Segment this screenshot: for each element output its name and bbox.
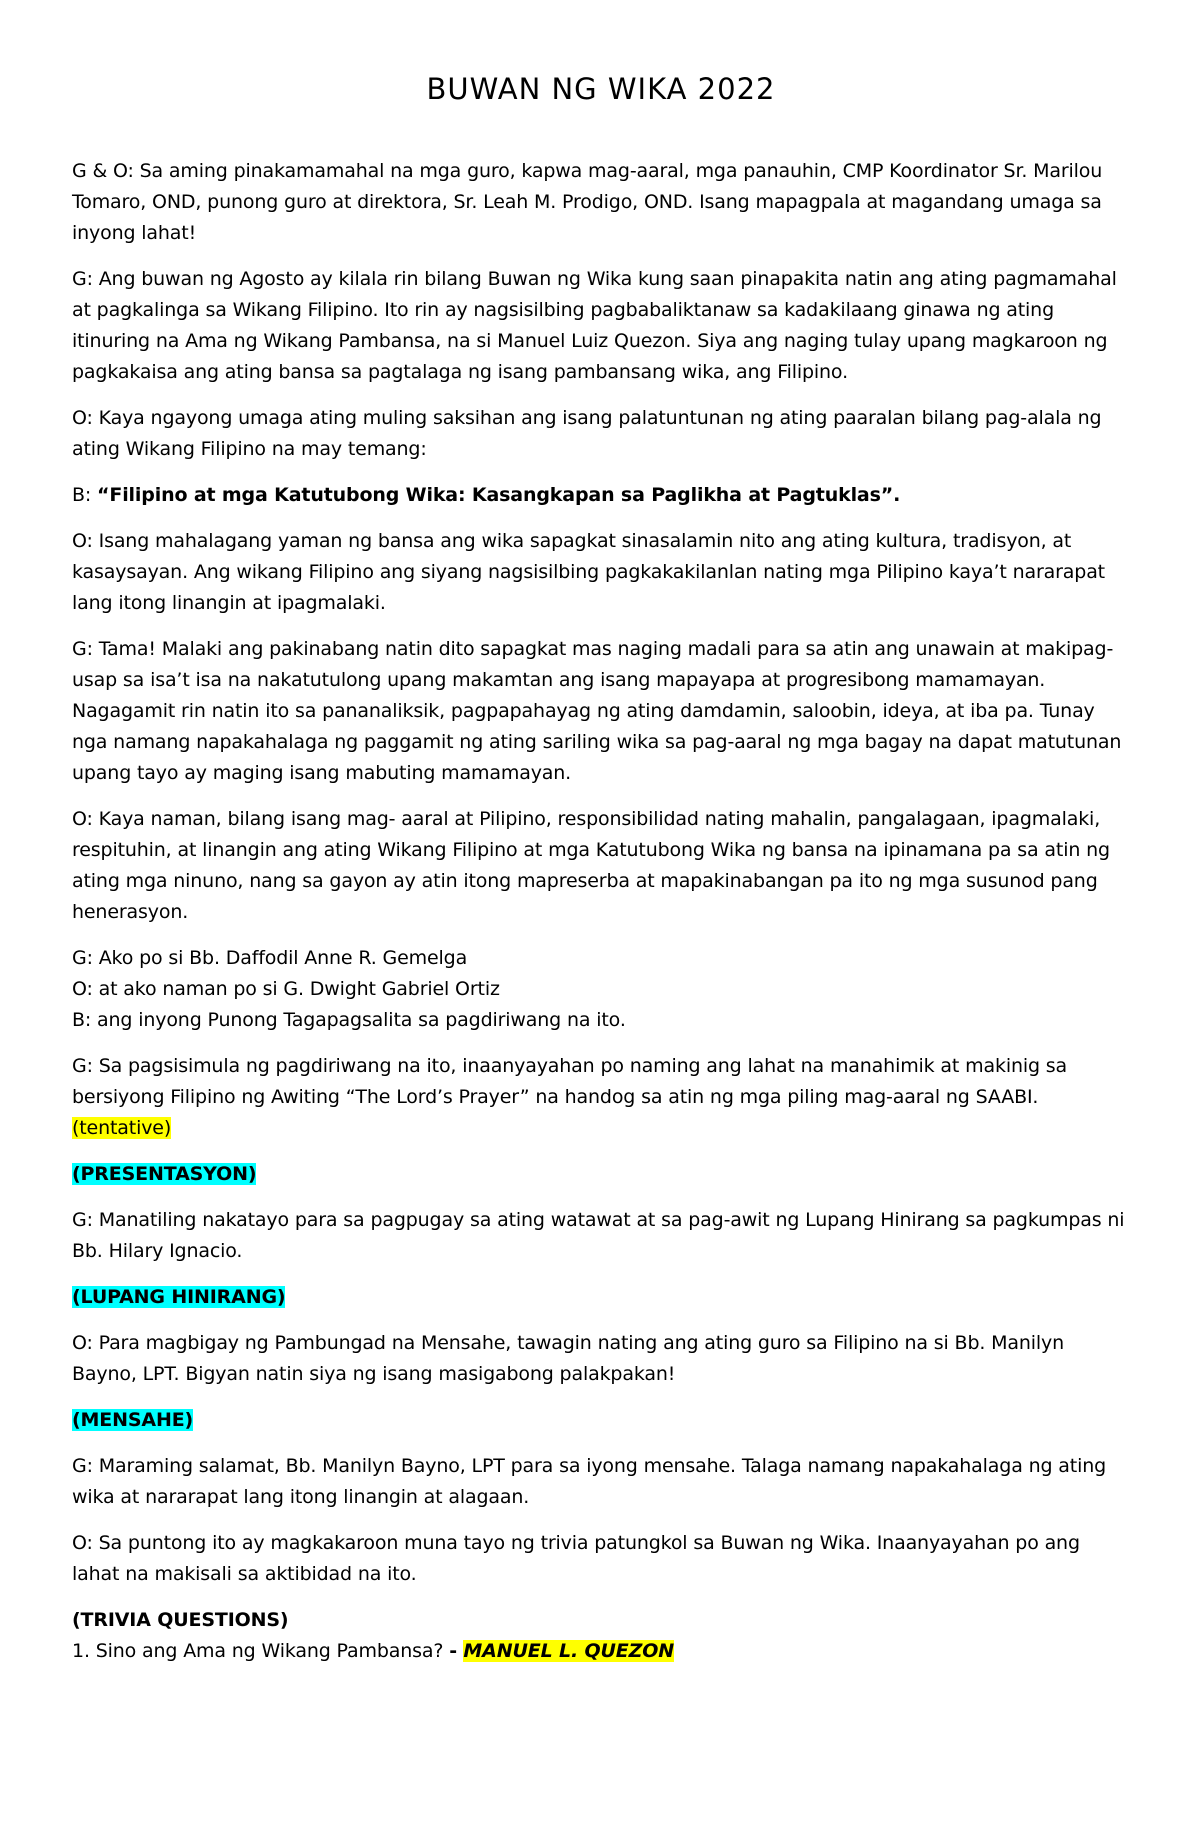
- heading-presentasyon: [72, 1159, 1130, 1190]
- intro-g: G: Ako po si Bb. Daffodil Anne R. Gemelga: [72, 947, 468, 969]
- paragraph-greeting: G & O: Sa aming pinakamamahal na mga guro, kapwa mag-aaral, mga panauhin, CMP Koordinator Sr. Marilou Tomaro, OND, punong guro at direktora, Sr. Leah M. Prodigo, OND. Isang mapagpala at magandang umaga sa inyong lahat!: [72, 160, 1103, 244]
- paragraph-pambungad: O: Para magbigay ng Pambungad na Mensahe, tawagin nating ang ating guro sa Filipino na si Bb. Manilyn Bayno, LPT. Bigyan natin siya ng isang masigabong palakpakan!: [72, 1332, 1064, 1385]
- paragraph-palatuntunan: O: Kaya ngayong umaga ating muling saksihan ang isang palatuntunan ng ating paaralan bilang pag-alala ng ating Wikang Filipino na may temang:: [72, 407, 1102, 460]
- pagsisimula-text: G: Sa pagsisimula ng pagdiriwang na ito, inaanyayahan po naming ang lahat na manahimik at makinig sa bersiyong Filipino ng Awiting “The Lord’s Prayer” na handog sa atin ng mga piling mag-aaral ng SAABI.: [72, 1055, 1068, 1108]
- document-title: BUWAN NG WIKA 2022: [426, 72, 776, 106]
- paragraph-watawat: G: Manatiling nakatayo para sa pagpugay sa ating watawat at sa pag-awit ng Lupang Hinirang sa pagkumpas ni Bb. Hilary Ignacio.: [72, 1209, 1125, 1262]
- paragraph-responsibilidad: O: Kaya naman, bilang isang mag- aaral at Pilipino, responsibilidad nating mahalin, pangalagaan, ipagmalaki, respituhin, at linangin ang ating Wikang Filipino at mga Katutubong Wika ng bansa na ipinamana pa sa atin ng ating mga ninuno, nang sa gayon ay atin itong mapreserba at mapakinabangan pa ito ng mga susunod pang henerasyon.: [72, 808, 1110, 923]
- trivia-question-1-dash: -: [449, 1640, 464, 1662]
- theme-suffix: .: [893, 484, 901, 506]
- intro-b: B: ang inyong Punong Tagapagsalita sa pagdiriwang na ito.: [72, 1009, 626, 1031]
- paragraph-agosto: G: Ang buwan ng Agosto ay kilala rin bilang Buwan ng Wika kung saan pinapakita natin ang ating pagmamahal at pagkalinga sa Wikang Filipino. Ito rin ay nagsisilbing pagbabaliktanaw sa kadakilaang ginawa ng ating itinuring na Ama ng Wikang Pambansa, na si Manuel Luiz Quezon. Siya ang naging tulay upang magkaroon ng pagkakaisa ang ating bansa sa pagtalaga ng isang pambansang wika, ang Filipino.: [72, 268, 1117, 383]
- paragraph-theme: [72, 480, 1130, 511]
- theme-text: “Filipino at mga Katutubong Wika: Kasangkapan sa Paglikha at Pagtuklas”: [97, 484, 894, 506]
- paragraph-tama: G: Tama! Malaki ang pakinabang natin dito sapagkat mas naging madali para sa atin ang unawain at makipag-usap sa isa’t isa na nakatutulong upang makamtan ang isang mapayapa at progresibong mamamayan. Nagagamit rin natin ito sa pananaliksik, pagpapahayag ng ating damdamin, saloobin, ideya, at iba pa. Tunay nga namang napakahalaga ng paggamit ng ating sariling wika sa pag-aaral ng mga bagay na dapat matutunan upang tayo ay maging isang mabuting mamamayan.: [72, 638, 1122, 784]
- paragraph-salamat: G: Maraming salamat, Bb. Manilyn Bayno, LPT para sa iyong mensahe. Talaga namang napakahalaga ng ating wika at nararapat lang itong linangin at alagaan.: [72, 1455, 1106, 1508]
- paragraph-yaman: O: Isang mahalagang yaman ng bansa ang wika sapagkat sinasalamin nito ang ating kultura, tradisyon, at kasaysayan. Ang wikang Filipino ang siyang nagsisilbing pagkakakilanlan nating mga Pilipino kaya’t nararapat lang itong linangin at ipagmalaki.: [72, 530, 1105, 614]
- theme-prefix: B:: [72, 484, 98, 506]
- paragraph-pagsisimula: [72, 1051, 1130, 1144]
- heading-lupang-hinirang-text: (LUPANG HINIRANG): [72, 1286, 286, 1308]
- heading-lupang-hinirang: [72, 1282, 1130, 1313]
- heading-trivia: (TRIVIA QUESTIONS): [72, 1609, 289, 1631]
- tentative-note: (tentative): [72, 1117, 172, 1139]
- trivia-question-1-answer: MANUEL L. QUEZON: [463, 1640, 674, 1662]
- paragraph-trivia-intro: O: Sa puntong ito ay magkakaroon muna tayo ng trivia patungkol sa Buwan ng Wika. Inaanyayahan po ang lahat na makisali sa aktibidad na ito.: [72, 1532, 1080, 1585]
- trivia-question-1-text: 1. Sino ang Ama ng Wikang Pambansa?: [72, 1640, 450, 1662]
- intro-o: O: at ako naman po si G. Dwight Gabriel Ortiz: [72, 978, 500, 1000]
- heading-presentasyon-text: (PRESENTASYON): [72, 1163, 257, 1185]
- trivia-question-1: [72, 1636, 1130, 1667]
- heading-mensahe: [72, 1405, 1130, 1436]
- heading-mensahe-text: (MENSAHE): [72, 1409, 194, 1431]
